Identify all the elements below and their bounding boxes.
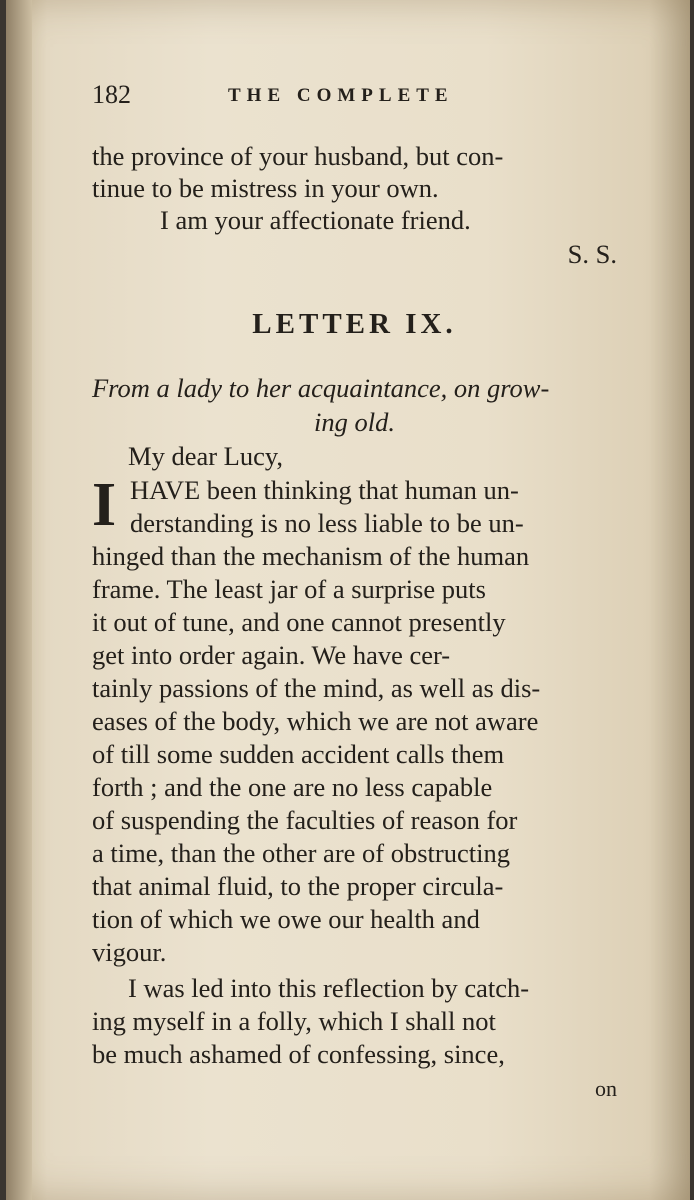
text-line: a time, than the other are of obstructing — [92, 838, 510, 868]
catchword: on — [595, 1076, 617, 1101]
text-line: tainly passions of the mind, as well as dis- — [92, 673, 541, 703]
text-line: be much ashamed of confessing, since, — [92, 1039, 505, 1069]
text-line: tion of which we owe our health and — [92, 904, 480, 934]
running-title: THE COMPLETE — [228, 85, 454, 106]
text-line: HAVE been thinking that human un- — [130, 475, 519, 505]
letter-title: LETTER IX. — [252, 308, 457, 340]
closing-line: I am your affectionate friend. — [160, 205, 471, 235]
text-line: eases of the body, which we are not aware — [92, 706, 539, 736]
drop-cap: I — [92, 471, 117, 539]
page-header — [92, 80, 612, 116]
text-line: ing myself in a folly, which I shall not — [92, 1006, 496, 1036]
subtitle-line: From a lady to her acquaintance, on grow- — [92, 373, 550, 403]
text-line: vigour. — [92, 937, 167, 967]
page-number: 182 — [92, 80, 131, 109]
text-line: forth ; and the one are no less capable — [92, 772, 493, 802]
salutation: My dear Lucy, — [128, 441, 284, 471]
text-line: I was led into this reflection by catch- — [128, 973, 530, 1003]
text-line: get into order again. We have cer- — [92, 640, 451, 670]
page-gutter — [6, 0, 32, 1200]
text-line: the province of your husband, but con- — [92, 141, 504, 171]
text-line: that animal fluid, to the proper circula- — [92, 871, 504, 901]
text-line: it out of tune, and one cannot presently — [92, 607, 506, 637]
signature: S. S. — [567, 239, 617, 269]
subtitle-line: ing old. — [314, 407, 395, 437]
text-line: derstanding is no less liable to be un- — [130, 508, 524, 538]
text-line: hinged than the mechanism of the human — [92, 541, 530, 571]
text-line: of suspending the faculties of reason for — [92, 805, 518, 835]
text-line: frame. The least jar of a surprise puts — [92, 574, 486, 604]
text-line: tinue to be mistress in your own. — [92, 173, 439, 203]
text-line: of till some sudden accident calls them — [92, 739, 505, 769]
